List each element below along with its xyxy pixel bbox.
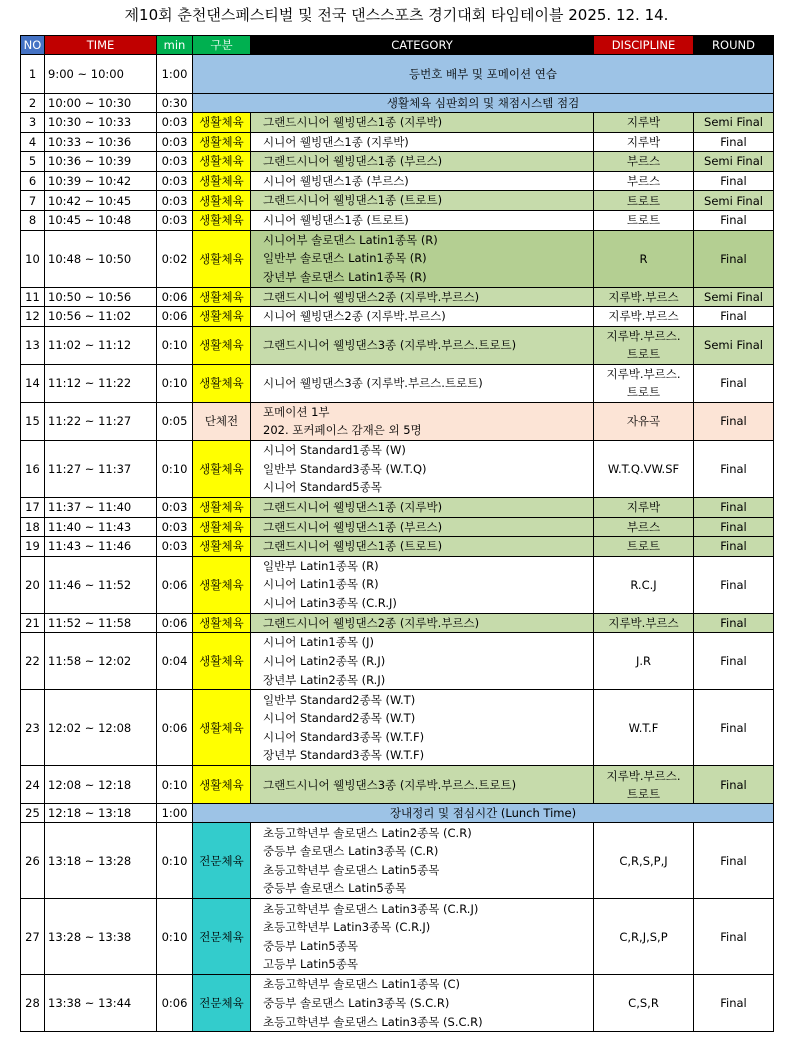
row-round: Final — [694, 766, 774, 804]
table-row — [21, 152, 774, 172]
row-discipline: 부르스 — [594, 517, 694, 537]
row-round: Final — [694, 556, 774, 613]
category-line: 시니어 Standard2종목 (W.T) — [263, 711, 416, 726]
table-row — [21, 171, 774, 191]
row-min: 0:05 — [157, 402, 193, 440]
row-round: Final — [694, 899, 774, 975]
row-no: 4 — [21, 132, 45, 152]
category-line: 시니어부 솔로댄스 Latin1종목 (R) — [263, 232, 438, 247]
row-gubun: 생활체육 — [193, 766, 251, 804]
row-gubun: 전문체육 — [193, 899, 251, 975]
category-line: 초등고학년부 솔로댄스 Latin3종목 (C.R.J) — [263, 901, 479, 916]
row-round: Final — [694, 171, 774, 191]
table-row — [21, 804, 774, 823]
row-no: 25 — [21, 804, 45, 823]
row-round: Final — [694, 613, 774, 633]
row-gubun: 전문체육 — [193, 823, 251, 899]
category-line: 그랜드시니어 웰빙댄스3종 (지루박.부르스.트로트) — [263, 337, 517, 352]
category-line: 시니어 Standard3종목 (W.T.F) — [263, 729, 425, 744]
row-time: 10:30 ~ 10:33 — [45, 113, 157, 133]
category-line: 그랜드시니어 웰빙댄스2종 (지루박.부르스) — [263, 615, 480, 630]
row-time: 13:38 ~ 13:44 — [45, 975, 157, 1032]
row-no: 10 — [21, 230, 45, 287]
row-min: 0:04 — [157, 633, 193, 690]
row-time: 10:48 ~ 10:50 — [45, 230, 157, 287]
row-discipline: 부르스 — [594, 171, 694, 191]
category-line: 장년부 솔로댄스 Latin1종목 (R) — [263, 269, 427, 284]
row-gubun: 생활체육 — [193, 132, 251, 152]
row-time: 11:43 ~ 11:46 — [45, 537, 157, 557]
table-row — [21, 766, 774, 804]
row-discipline: 지루박.부르스. 트로트 — [594, 326, 694, 364]
category-line: 일반부 Latin1종목 (R) — [263, 558, 379, 573]
row-category — [251, 113, 594, 133]
row-no: 12 — [21, 307, 45, 327]
row-min: 0:30 — [157, 94, 193, 113]
row-category — [251, 364, 594, 402]
category-line: 포메이션 1부 — [263, 404, 330, 419]
row-time: 12:18 ~ 13:18 — [45, 804, 157, 823]
row-min: 0:10 — [157, 766, 193, 804]
row-round: Final — [694, 517, 774, 537]
row-discipline: 트로트 — [594, 191, 694, 211]
row-gubun: 생활체육 — [193, 210, 251, 230]
category-line: 초등고학년부 솔로댄스 Latin3종목 (S.C.R) — [263, 1014, 483, 1029]
row-min: 0:03 — [157, 210, 193, 230]
table-row — [21, 210, 774, 230]
row-no: 13 — [21, 326, 45, 364]
row-gubun: 생활체육 — [193, 191, 251, 211]
row-round: Final — [694, 402, 774, 440]
category-line: 그랜드시니어 웰빙댄스1종 (트로트) — [263, 539, 443, 554]
row-discipline: W.T.F — [594, 690, 694, 766]
row-time: 13:18 ~ 13:28 — [45, 823, 157, 899]
row-category — [251, 975, 594, 1032]
row-discipline: 지루박.부르스. 트로트 — [594, 364, 694, 402]
row-gubun: 생활체육 — [193, 287, 251, 307]
category-line: 일반부 솔로댄스 Latin1종목 (R) — [263, 251, 427, 266]
category-line: 그랜드시니어 웰빙댄스1종 (지루박) — [263, 499, 443, 514]
row-discipline: 지루박.부르스. 트로트 — [594, 766, 694, 804]
row-category — [251, 307, 594, 327]
row-gubun: 생활체육 — [193, 326, 251, 364]
row-gubun: 생활체육 — [193, 152, 251, 172]
row-min: 0:06 — [157, 287, 193, 307]
row-category — [251, 613, 594, 633]
row-min: 0:10 — [157, 364, 193, 402]
table-row — [21, 191, 774, 211]
row-category — [251, 210, 594, 230]
row-time: 11:12 ~ 11:22 — [45, 364, 157, 402]
row-category — [251, 402, 594, 440]
row-discipline: 자유곡 — [594, 402, 694, 440]
table-row — [21, 55, 774, 94]
row-category — [251, 287, 594, 307]
row-category — [251, 517, 594, 537]
header-round: ROUND — [694, 36, 774, 55]
category-line: 202. 포커페이스 감재은 외 5명 — [263, 423, 422, 438]
row-no: 5 — [21, 152, 45, 172]
row-time: 10:36 ~ 10:39 — [45, 152, 157, 172]
category-line: 중등부 솔로댄스 Latin3종목 (C.R) — [263, 844, 439, 859]
row-min: 0:06 — [157, 307, 193, 327]
row-min: 0:03 — [157, 132, 193, 152]
row-no: 7 — [21, 191, 45, 211]
row-discipline: C,R,J,S,P — [594, 899, 694, 975]
table-row — [21, 132, 774, 152]
row-round: Semi Final — [694, 287, 774, 307]
row-no: 19 — [21, 537, 45, 557]
row-time: 11:46 ~ 11:52 — [45, 556, 157, 613]
table-row — [21, 975, 774, 1032]
row-category — [251, 132, 594, 152]
category-line: 시니어 웰빙댄스1종 (부르스) — [263, 173, 409, 188]
row-round: Semi Final — [694, 191, 774, 211]
table-row — [21, 94, 774, 113]
row-time: 10:33 ~ 10:36 — [45, 132, 157, 152]
table-row — [21, 633, 774, 690]
row-gubun: 생활체육 — [193, 171, 251, 191]
row-min: 0:10 — [157, 899, 193, 975]
category-line: 시니어 Standard1종목 (W) — [263, 443, 406, 458]
row-time: 10:42 ~ 10:45 — [45, 191, 157, 211]
row-no: 24 — [21, 766, 45, 804]
row-min: 0:10 — [157, 326, 193, 364]
row-category — [251, 230, 594, 287]
row-time: 11:40 ~ 11:43 — [45, 517, 157, 537]
category-line: 시니어 Latin1종목 (J) — [263, 635, 374, 650]
row-no: 3 — [21, 113, 45, 133]
table-row — [21, 556, 774, 613]
row-category — [251, 537, 594, 557]
row-time: 11:37 ~ 11:40 — [45, 497, 157, 517]
table-row — [21, 326, 774, 364]
category-line: 초등고학년부 솔로댄스 Latin2종목 (C.R) — [263, 825, 472, 840]
row-no: 11 — [21, 287, 45, 307]
row-discipline: 부르스 — [594, 152, 694, 172]
row-time: 12:08 ~ 12:18 — [45, 766, 157, 804]
row-round: Final — [694, 633, 774, 690]
row-gubun: 생활체육 — [193, 364, 251, 402]
row-no: 16 — [21, 440, 45, 497]
row-gubun: 생활체육 — [193, 517, 251, 537]
category-line: 시니어 웰빙댄스1종 (트로트) — [263, 212, 409, 227]
category-line: 시니어 웰빙댄스3종 (지루박.부르스.트로트) — [263, 375, 483, 390]
row-min: 0:10 — [157, 823, 193, 899]
row-min: 1:00 — [157, 804, 193, 823]
timetable — [20, 35, 774, 1032]
row-no: 18 — [21, 517, 45, 537]
row-round: Semi Final — [694, 152, 774, 172]
row-no: 21 — [21, 613, 45, 633]
row-min: 0:02 — [157, 230, 193, 287]
category-line: 초등고학년부 솔로댄스 Latin5종목 — [263, 862, 440, 877]
row-span-note: 장내정리 및 점심시간 (Lunch Time) — [193, 804, 774, 823]
row-round: Final — [694, 230, 774, 287]
row-min: 0:06 — [157, 975, 193, 1032]
row-round: Semi Final — [694, 326, 774, 364]
category-line: 시니어 Latin2종목 (R.J) — [263, 654, 386, 669]
row-discipline: 지루박 — [594, 132, 694, 152]
row-gubun: 생활체육 — [193, 230, 251, 287]
row-discipline: 트로트 — [594, 210, 694, 230]
row-discipline: 지루박.부르스 — [594, 307, 694, 327]
table-row — [21, 440, 774, 497]
header-time: TIME — [45, 36, 157, 55]
category-line: 시니어 웰빙댄스1종 (지루박) — [263, 134, 409, 149]
row-round: Final — [694, 497, 774, 517]
row-discipline: C,S,R — [594, 975, 694, 1032]
header-min: min — [157, 36, 193, 55]
row-no: 20 — [21, 556, 45, 613]
row-category — [251, 171, 594, 191]
row-gubun: 전문체육 — [193, 975, 251, 1032]
row-round: Final — [694, 364, 774, 402]
row-no: 14 — [21, 364, 45, 402]
category-line: 그랜드시니어 웰빙댄스1종 (지루박) — [263, 115, 443, 129]
row-time: 10:39 ~ 10:42 — [45, 171, 157, 191]
row-span-note: 생활체육 심판회의 및 채점시스템 점검 — [193, 94, 774, 113]
category-line: 시니어 웰빙댄스2종 (지루박.부르스) — [263, 309, 446, 324]
row-min: 0:03 — [157, 537, 193, 557]
row-category — [251, 690, 594, 766]
category-line: 일반부 Standard3종목 (W.T.Q) — [263, 461, 427, 476]
row-min: 0:03 — [157, 171, 193, 191]
row-category — [251, 440, 594, 497]
row-no: 6 — [21, 171, 45, 191]
row-discipline: C,R,S,P,J — [594, 823, 694, 899]
row-round: Semi Final — [694, 113, 774, 133]
header-category: CATEGORY — [251, 36, 594, 55]
row-discipline: R.C.J — [594, 556, 694, 613]
row-category — [251, 152, 594, 172]
row-time: 11:27 ~ 11:37 — [45, 440, 157, 497]
row-gubun: 단체전 — [193, 402, 251, 440]
row-min: 0:06 — [157, 556, 193, 613]
table-row — [21, 517, 774, 537]
row-category — [251, 191, 594, 211]
table-row — [21, 307, 774, 327]
row-discipline: W.T.Q.VW.SF — [594, 440, 694, 497]
category-line: 그랜드시니어 웰빙댄스1종 (부르스) — [263, 519, 443, 534]
category-line: 시니어 Latin3종목 (C.R.J) — [263, 596, 397, 611]
row-gubun: 생활체육 — [193, 556, 251, 613]
row-gubun: 생활체육 — [193, 307, 251, 327]
row-discipline: 지루박.부르스 — [594, 287, 694, 307]
table-row — [21, 690, 774, 766]
table-row — [21, 613, 774, 633]
row-gubun: 생활체육 — [193, 440, 251, 497]
table-row — [21, 230, 774, 287]
table-row — [21, 497, 774, 517]
category-line: 시니어 Standard5종목 — [263, 480, 382, 495]
category-line: 고등부 Latin5종목 — [263, 957, 358, 972]
row-span-note: 등번호 배부 및 포메이션 연습 — [193, 55, 774, 94]
row-no: 22 — [21, 633, 45, 690]
row-min: 0:03 — [157, 191, 193, 211]
header-gubun: 구분 — [193, 36, 251, 55]
row-no: 27 — [21, 899, 45, 975]
row-min: 0:06 — [157, 690, 193, 766]
row-discipline: 지루박 — [594, 113, 694, 133]
table-row — [21, 537, 774, 557]
category-line: 초등고학년부 Latin3종목 (C.R.J) — [263, 920, 431, 935]
table-row — [21, 113, 774, 133]
row-min: 0:06 — [157, 613, 193, 633]
row-time: 11:02 ~ 11:12 — [45, 326, 157, 364]
row-category — [251, 556, 594, 613]
row-min: 0:03 — [157, 152, 193, 172]
row-no: 28 — [21, 975, 45, 1032]
category-line: 장년부 Latin2종목 (R.J) — [263, 672, 386, 687]
row-time: 10:50 ~ 10:56 — [45, 287, 157, 307]
row-time: 11:22 ~ 11:27 — [45, 402, 157, 440]
header-row — [21, 36, 774, 55]
row-round: Final — [694, 132, 774, 152]
row-gubun: 생활체육 — [193, 113, 251, 133]
row-min: 0:03 — [157, 497, 193, 517]
category-line: 그랜드시니어 웰빙댄스2종 (지루박.부르스) — [263, 289, 480, 304]
row-category — [251, 899, 594, 975]
row-time: 10:56 ~ 11:02 — [45, 307, 157, 327]
row-round: Final — [694, 210, 774, 230]
row-category — [251, 497, 594, 517]
row-round: Final — [694, 690, 774, 766]
row-round: Final — [694, 307, 774, 327]
row-no: 23 — [21, 690, 45, 766]
row-time: 11:58 ~ 12:02 — [45, 633, 157, 690]
row-no: 17 — [21, 497, 45, 517]
header-discipline: DISCIPLINE — [594, 36, 694, 55]
row-category — [251, 633, 594, 690]
table-row — [21, 402, 774, 440]
row-time: 13:28 ~ 13:38 — [45, 899, 157, 975]
category-line: 초등고학년부 솔로댄스 Latin1종목 (C) — [263, 977, 461, 992]
page-title: 제10회 춘천댄스페스티벌 및 전국 댄스스포츠 경기대회 타임테이블 2025. 12. 14. — [124, 6, 669, 24]
row-category — [251, 326, 594, 364]
row-discipline: 지루박.부르스 — [594, 613, 694, 633]
row-category — [251, 766, 594, 804]
row-time: 10:00 ~ 10:30 — [45, 94, 157, 113]
row-time: 12:02 ~ 12:08 — [45, 690, 157, 766]
row-discipline: 지루박 — [594, 497, 694, 517]
row-time: 10:45 ~ 10:48 — [45, 210, 157, 230]
row-gubun: 생활체육 — [193, 690, 251, 766]
category-line: 일반부 Standard2종목 (W.T) — [263, 692, 416, 707]
category-line: 중등부 솔로댄스 Latin5종목 — [263, 881, 407, 896]
row-min: 1:00 — [157, 55, 193, 94]
row-round: Final — [694, 537, 774, 557]
row-discipline: 트로트 — [594, 537, 694, 557]
category-line: 중등부 Latin5종목 — [263, 938, 358, 953]
category-line: 그랜드시니어 웰빙댄스3종 (지루박.부르스.트로트) — [263, 777, 517, 792]
row-no: 26 — [21, 823, 45, 899]
row-gubun: 생활체육 — [193, 633, 251, 690]
table-row — [21, 287, 774, 307]
row-round: Final — [694, 975, 774, 1032]
row-gubun: 생활체육 — [193, 613, 251, 633]
row-gubun: 생활체육 — [193, 497, 251, 517]
row-no: 1 — [21, 55, 45, 94]
row-no: 2 — [21, 94, 45, 113]
category-line: 중등부 솔로댄스 Latin3종목 (S.C.R) — [263, 996, 450, 1011]
table-row — [21, 364, 774, 402]
category-line: 그랜드시니어 웰빙댄스1종 (부르스) — [263, 154, 443, 169]
table-row — [21, 823, 774, 899]
row-discipline: R — [594, 230, 694, 287]
row-round: Final — [694, 440, 774, 497]
row-discipline: J.R — [594, 633, 694, 690]
header-no: NO — [21, 36, 45, 55]
category-line: 그랜드시니어 웰빙댄스1종 (트로트) — [263, 193, 443, 208]
table-row — [21, 899, 774, 975]
row-category — [251, 823, 594, 899]
row-no: 15 — [21, 402, 45, 440]
row-gubun: 생활체육 — [193, 537, 251, 557]
row-min: 0:03 — [157, 517, 193, 537]
row-min: 0:10 — [157, 440, 193, 497]
row-round: Final — [694, 823, 774, 899]
row-time: 11:52 ~ 11:58 — [45, 613, 157, 633]
category-line: 시니어 Latin1종목 (R) — [263, 577, 379, 592]
row-min: 0:03 — [157, 113, 193, 133]
row-no: 8 — [21, 210, 45, 230]
row-time: 9:00 ~ 10:00 — [45, 55, 157, 94]
category-line: 장년부 Standard3종목 (W.T.F) — [263, 748, 425, 763]
